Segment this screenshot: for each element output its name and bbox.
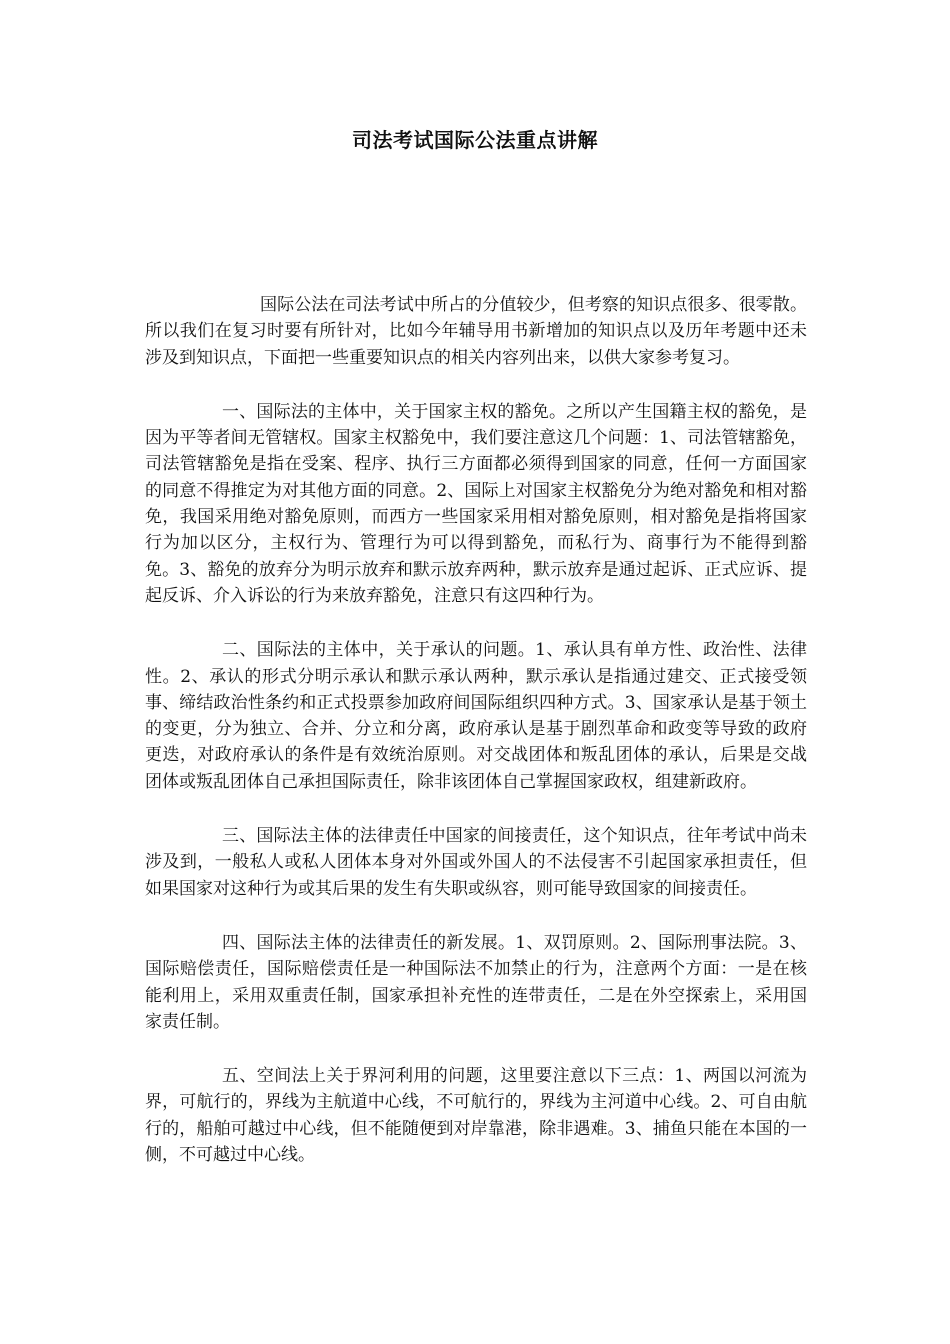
section-2-paragraph: 二、国际法的主体中，关于承认的问题。1、承认具有单方性、政治性、法律性。2、承认的形式分明示承认和默示承认两种，默示承认是指通过建交、正式接受领事、缔结政治性条约和正式投票参加政府间国际组织四种方式。3、国家承认是基于领土的变更，分为独立、合并、分立和分离，政府承认是基于剧烈革命和政变等导致的政府更迭，对政府承认的条件是有效统治原则。对交战团体和叛乱团体的承认，后果是交战团体或叛乱团体自己承担国际责任，除非该团体自己掌握国家政权，组建新政府。 (145, 640, 807, 792)
section-1-paragraph: 一、国际法的主体中，关于国家主权的豁免。之所以产生国籍主权的豁免，是因为平等者间无管辖权。国家主权豁免中，我们要注意这几个问题：1、司法管辖豁免，司法管辖豁免是指在受案、程序、执行三方面都必须得到国家的同意，任何一方面国家的同意不得推定为对其他方面的同意。2、国际上对国家主权豁免分为绝对豁免和相对豁免，我国采用绝对豁免原则，而西方一些国家采用相对豁免原则，相对豁免是指将国家行为加以区分，主权行为、管理行为可以得到豁免，而私行为、商事行为不能得到豁免。3、豁免的放弃分为明示放弃和默示放弃两种，默示放弃是通过起诉、正式应诉、提起反诉、介入诉讼的行为来放弃豁免，注意只有这四种行为。 (145, 401, 807, 606)
document-body (145, 292, 807, 1196)
intro-paragraph: 国际公法在司法考试中所占的分值较少，但考察的知识点很多、很零散。所以我们在复习时要有所针对，比如今年辅导用书新增加的知识点以及历年考题中还未涉及到知识点，下面把一些重要知识点的相关内容列出来，以供大家参考复习。 (145, 295, 807, 368)
section-4-paragraph: 四、国际法主体的法律责任的新发展。1、双罚原则。2、国际刑事法院。3、国际赔偿责任，国际赔偿责任是一种国际法不加禁止的行为，注意两个方面：一是在核能利用上，采用双重责任制，国家承担补充性的连带责任，二是在外空探索上，采用国家责任制。 (145, 932, 807, 1032)
section-5-paragraph: 五、空间法上关于界河利用的问题，这里要注意以下三点：1、两国以河流为界，可航行的，界线为主航道中心线，不可航行的，界线为主河道中心线。2、可自由航行的，船舶可越过中心线，但不能随便到对岸靠港，除非遇难。3、捕鱼只能在本国的一侧，不可越过中心线。 (145, 1066, 807, 1166)
page-title: 司法考试国际公法重点讲解 (352, 128, 598, 152)
section-3-paragraph: 三、国际法主体的法律责任中国家的间接责任，这个知识点，往年考试中尚未涉及到，一般私人或私人团体本身对外国或外国人的不法侵害不引起国家承担责任，但如果国家对这种行为或其后果的发生有失职或纵容，则可能导致国家的间接责任。 (145, 826, 807, 899)
